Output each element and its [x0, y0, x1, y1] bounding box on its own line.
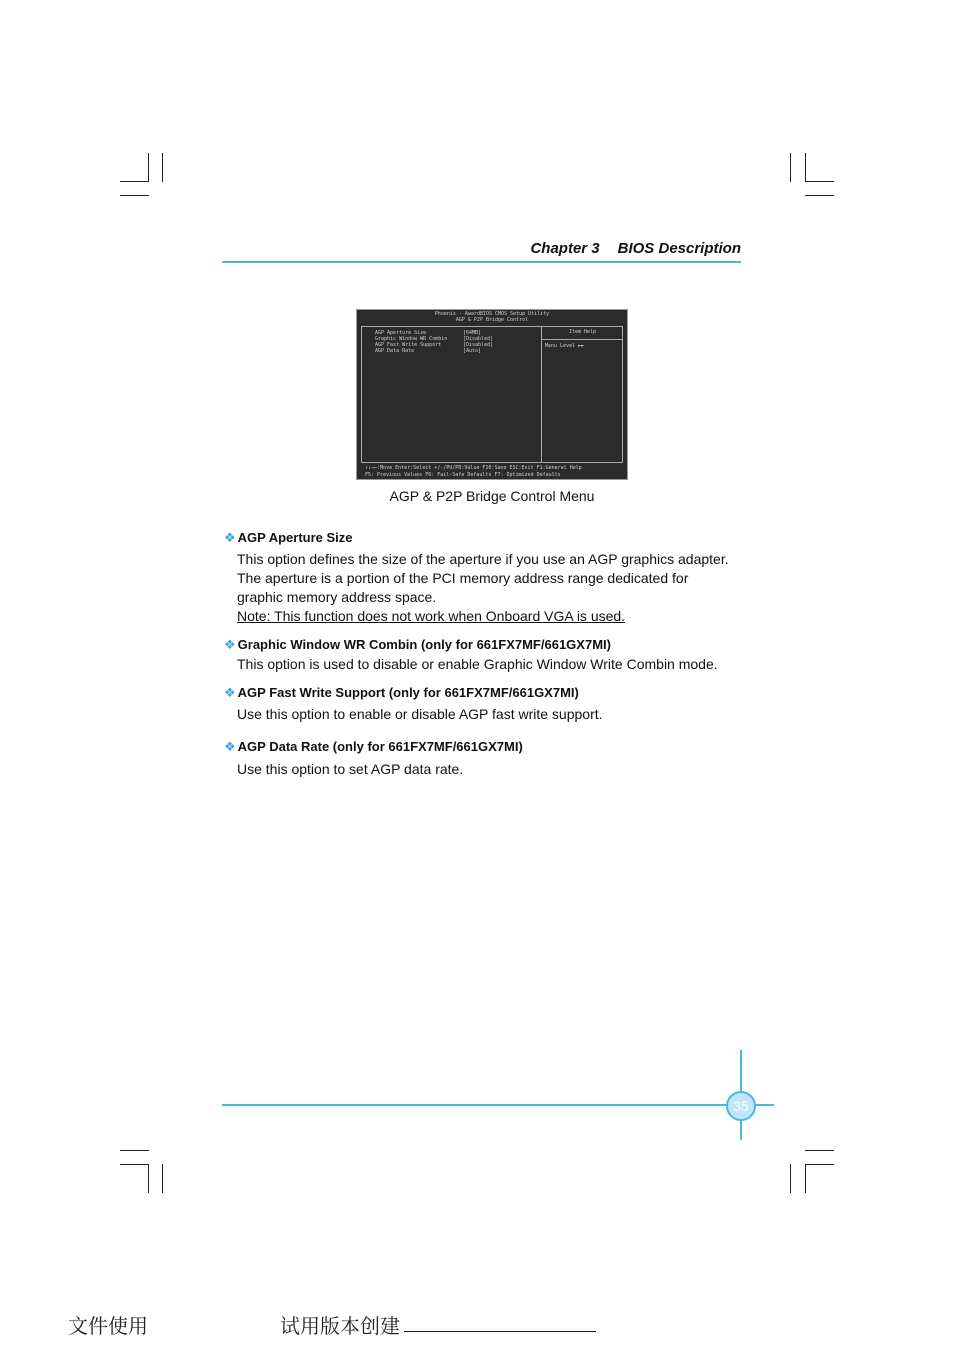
crop-mark [120, 1164, 149, 1165]
section-body: Use this option to enable or disable AGP fast write support. [237, 706, 603, 722]
crop-mark [805, 181, 834, 182]
bios-item-label: Graphic Window WR Combin [375, 336, 448, 342]
footer-rule [222, 1104, 774, 1106]
watermark-left: 文件使用 [68, 1314, 148, 1338]
section-body: Use this option to set AGP data rate. [237, 761, 464, 777]
bios-screenshot [356, 309, 628, 480]
bios-item-label: AGP Data Rate [375, 348, 415, 354]
bios-footer: F5: Previous Values F6: Fail-Safe Defaults F7: Optimized Defaults [365, 472, 561, 478]
bios-title: Phoenix - AwardBIOS CMOS Setup Utility [434, 311, 550, 317]
header-rule [222, 261, 741, 263]
chapter-title: BIOS Description [617, 240, 741, 257]
diamond-bullet-icon: ❖ [224, 739, 236, 754]
section-heading: ❖ Graphic Window WR Combin (only for 661FX7MF/661GX7MI) [224, 637, 611, 652]
diamond-bullet-icon: ❖ [224, 685, 236, 700]
bios-footer: ↑↓→←:Move Enter:Select +/-/PU/PD:Value F10:Save ESC:Exit F1:General Help [365, 465, 582, 471]
bios-item-value: [Disabled] [463, 342, 494, 348]
chapter-label: Chapter 3 [530, 240, 600, 257]
bios-divider [542, 339, 623, 340]
crop-mark [120, 195, 149, 196]
bios-item-help: Item Help [568, 329, 597, 335]
diamond-bullet-icon: ❖ [224, 637, 236, 652]
crop-mark [805, 195, 834, 196]
crop-mark [805, 153, 806, 182]
section-body: This option defines the size of the aperture if you use an AGP graphics adapter. The aperture is a portion of the PCI memory address range dedicated for graphic memory address space. Note: This function does not work when Onboard VGA is used. [237, 550, 757, 626]
bios-item [375, 348, 482, 354]
crop-mark [805, 1150, 834, 1151]
section-heading: ❖ AGP Aperture Size [224, 530, 353, 545]
crop-mark [120, 1150, 149, 1151]
section-heading: ❖ AGP Data Rate (only for 661FX7MF/661GX7MI) [224, 739, 523, 754]
diamond-bullet-icon: ❖ [224, 530, 236, 545]
section-body: This option is used to disable or enable Graphic Window Write Combin mode. [237, 656, 718, 672]
bios-menu-level: Menu Level ►► [545, 343, 585, 349]
running-header [222, 240, 741, 257]
crop-mark [805, 1164, 834, 1165]
page-number: 35 [726, 1091, 756, 1121]
crop-mark [148, 1164, 149, 1193]
watermark-underline [404, 1331, 596, 1332]
bios-divider [541, 326, 542, 463]
watermark-right: 试用版本创建 [280, 1314, 400, 1338]
bios-item-label: AGP Aperture Size [375, 330, 427, 336]
figure-caption: AGP & P2P Bridge Control Menu [389, 488, 595, 504]
bios-item-value: [64MB] [463, 330, 482, 336]
bios-subtitle: AGP & P2P Bridge Control [455, 317, 529, 323]
crop-mark [162, 153, 163, 182]
crop-mark [162, 1164, 163, 1193]
note-text: Note: This function does not work when Onboard VGA is used. [237, 608, 626, 624]
crop-mark [790, 153, 791, 182]
bios-item-value: [Disabled] [463, 336, 494, 342]
bios-item-value: [Auto] [463, 348, 482, 354]
crop-mark [148, 153, 149, 182]
crop-mark [805, 1164, 806, 1193]
crop-mark [790, 1164, 791, 1193]
section-heading: ❖ AGP Fast Write Support (only for 661FX7MF/661GX7MI) [224, 685, 579, 700]
bios-item-label: AGP Fast Write Support [375, 342, 442, 348]
crop-mark [120, 181, 149, 182]
